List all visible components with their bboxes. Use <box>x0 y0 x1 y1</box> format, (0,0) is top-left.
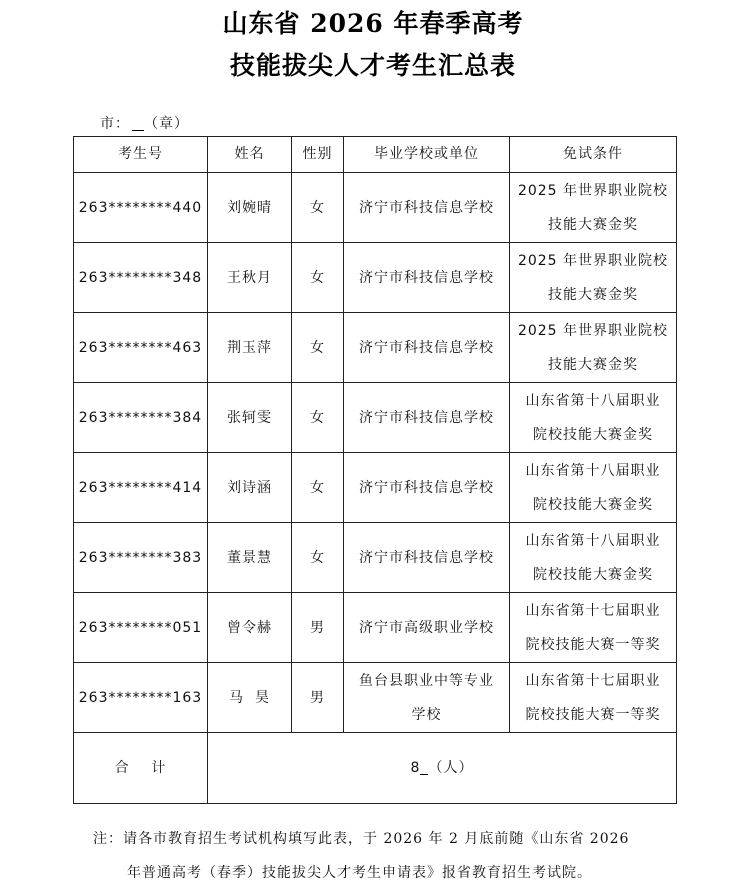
school-cell-line: 鱼台县职业中等专业 <box>359 672 494 689</box>
school-cell <box>344 243 510 313</box>
exam-id-cell: 263********383 <box>74 523 208 593</box>
table-row <box>74 243 677 313</box>
school-cell-line: 学校 <box>411 706 442 723</box>
condition-cell <box>510 453 677 523</box>
gender-cell: 男 <box>292 663 344 733</box>
exam-id-cell: 263********348 <box>74 243 208 313</box>
header-exam-id: 考生号 <box>74 137 208 173</box>
table-body <box>74 137 677 804</box>
school-cell-line: 济宁市科技信息学校 <box>359 409 494 426</box>
header-name: 姓名 <box>208 137 292 173</box>
name-cell: 张轲雯 <box>208 383 292 453</box>
school-cell <box>344 593 510 663</box>
name-cell: 刘婉晴 <box>208 173 292 243</box>
name-cell: 曾令赫 <box>208 593 292 663</box>
footnote-line-2: 年普通高考（春季）技能拔尖人才考生申请表》报省教育招生考试院。 <box>127 865 592 881</box>
header-exemption-condition: 免试条件 <box>510 137 677 173</box>
gender-cell: 女 <box>292 173 344 243</box>
footnote-line-1: 注：请各市教育招生考试机构填写此表，于 2026 年 2 月底前随《山东省 2026 <box>93 831 630 847</box>
gender-cell: 女 <box>292 243 344 313</box>
table-row <box>74 313 677 383</box>
school-cell <box>344 453 510 523</box>
table-row <box>74 173 677 243</box>
condition-cell-line: 院校技能大赛一等奖 <box>525 706 661 723</box>
condition-cell-line: 院校技能大赛一等奖 <box>525 636 661 653</box>
summary-table <box>73 136 677 804</box>
header-row <box>74 137 677 173</box>
exam-id-cell: 263********163 <box>74 663 208 733</box>
total-label: 合 计 <box>74 733 208 804</box>
gender-cell: 女 <box>292 523 344 593</box>
condition-cell-line: 院校技能大赛金奖 <box>533 426 653 443</box>
condition-cell-line: 2025 年世界职业院校 <box>517 252 669 269</box>
condition-cell-line: 山东省第十七届职业 <box>525 672 661 689</box>
name-cell: 马 昊 <box>208 663 292 733</box>
condition-cell <box>510 383 677 453</box>
condition-cell-line: 技能大赛金奖 <box>548 286 638 303</box>
condition-cell-line: 技能大赛金奖 <box>548 216 638 233</box>
seal-label: （章） <box>144 116 189 132</box>
gender-cell: 男 <box>292 593 344 663</box>
table-row <box>74 523 677 593</box>
gender-cell: 女 <box>292 383 344 453</box>
name-cell: 荆玉萍 <box>208 313 292 383</box>
city-blank <box>132 116 144 131</box>
condition-cell <box>510 663 677 733</box>
table-row <box>74 453 677 523</box>
school-cell-line: 济宁市科技信息学校 <box>359 199 494 216</box>
condition-cell <box>510 173 677 243</box>
condition-cell-line: 山东省第十八届职业 <box>525 462 661 479</box>
school-cell-line: 济宁市科技信息学校 <box>359 269 494 286</box>
name-cell: 董景慧 <box>208 523 292 593</box>
school-cell <box>344 523 510 593</box>
exam-id-cell: 263********440 <box>74 173 208 243</box>
school-cell <box>344 383 510 453</box>
header-school: 毕业学校或单位 <box>344 137 510 173</box>
exam-id-cell: 263********463 <box>74 313 208 383</box>
school-cell <box>344 173 510 243</box>
gender-cell: 女 <box>292 453 344 523</box>
exam-id-cell: 263********384 <box>74 383 208 453</box>
school-cell-line: 济宁市科技信息学校 <box>359 339 494 356</box>
condition-cell <box>510 593 677 663</box>
condition-cell <box>510 313 677 383</box>
total-count: 8 <box>410 760 421 776</box>
table-row <box>74 663 677 733</box>
school-cell <box>344 313 510 383</box>
city-label: 市： <box>100 116 130 132</box>
header-gender: 性别 <box>292 137 344 173</box>
condition-cell-line: 山东省第十七届职业 <box>525 602 661 619</box>
exam-id-cell: 263********414 <box>74 453 208 523</box>
city-field <box>100 113 189 133</box>
condition-cell-line: 技能大赛金奖 <box>548 356 638 373</box>
title-line-1: 山东省 2026 年春季高考 <box>222 9 524 38</box>
condition-cell-line: 2025 年世界职业院校 <box>517 182 669 199</box>
table-row <box>74 593 677 663</box>
table-row <box>74 383 677 453</box>
condition-cell-line: 2025 年世界职业院校 <box>517 322 669 339</box>
school-cell-line: 济宁市高级职业学校 <box>359 619 494 636</box>
school-cell-line: 济宁市科技信息学校 <box>359 479 494 496</box>
condition-cell <box>510 243 677 313</box>
total-row <box>74 733 677 804</box>
condition-cell-line: 山东省第十八届职业 <box>525 392 661 409</box>
total-unit: （人） <box>428 760 474 776</box>
condition-cell <box>510 523 677 593</box>
total-value <box>208 733 677 804</box>
name-cell: 王秋月 <box>208 243 292 313</box>
condition-cell-line: 山东省第十八届职业 <box>525 532 661 549</box>
gender-cell: 女 <box>292 313 344 383</box>
school-cell-line: 济宁市科技信息学校 <box>359 549 494 566</box>
school-cell <box>344 663 510 733</box>
condition-cell-line: 院校技能大赛金奖 <box>533 496 653 513</box>
title-line-2: 技能拔尖人才考生汇总表 <box>229 51 516 80</box>
footnote <box>93 822 683 890</box>
condition-cell-line: 院校技能大赛金奖 <box>533 566 653 583</box>
exam-id-cell: 263********051 <box>74 593 208 663</box>
name-cell: 刘诗涵 <box>208 453 292 523</box>
